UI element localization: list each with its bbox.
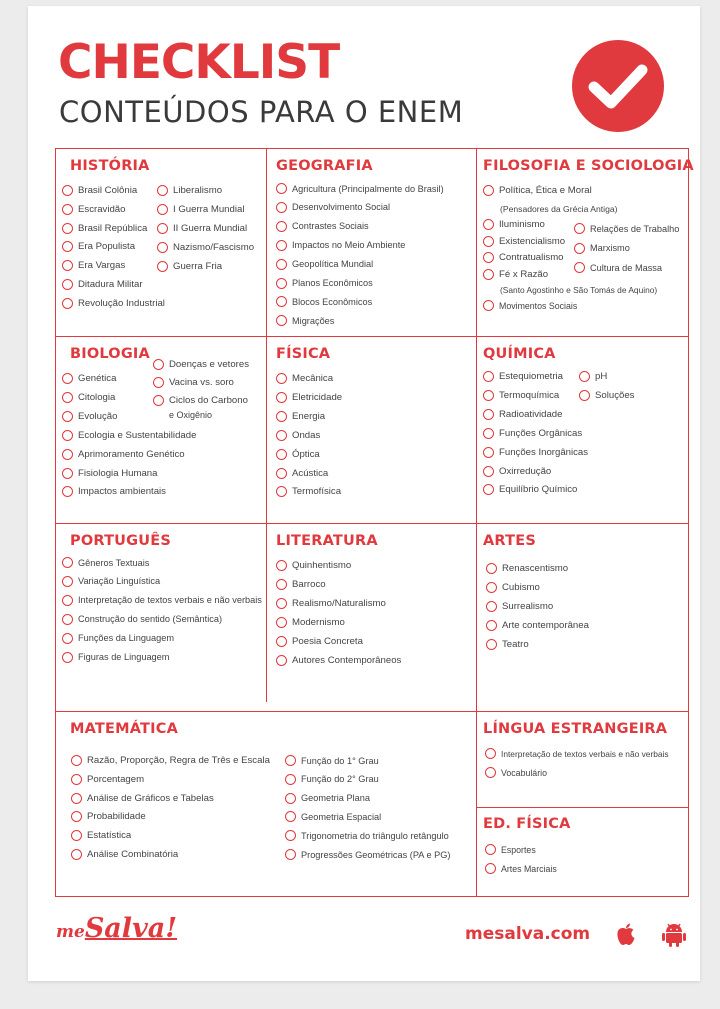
checklist-item[interactable]	[62, 411, 117, 422]
checklist-item[interactable]	[276, 579, 326, 590]
checklist-item[interactable]	[62, 279, 143, 290]
checklist-item[interactable]	[285, 793, 370, 804]
checkbox-circle-icon[interactable]	[62, 223, 73, 234]
checklist-item-label: Existencialismo	[499, 235, 566, 247]
checklist-item[interactable]	[485, 767, 547, 778]
checklist-item-label: Ditadura Militar	[78, 279, 143, 290]
checklist-item[interactable]	[483, 484, 577, 495]
checkbox-circle-icon[interactable]	[485, 844, 496, 855]
checkbox-circle-icon[interactable]	[62, 392, 73, 403]
checkbox-circle-icon[interactable]	[157, 204, 168, 215]
checkbox-circle-icon[interactable]	[62, 449, 73, 460]
grid-divider-vertical	[266, 149, 267, 702]
checklist-item[interactable]	[483, 252, 564, 263]
checklist-item-label: Geometria Plana	[301, 793, 370, 804]
checklist-item-label: Barroco	[292, 579, 326, 590]
checkbox-circle-icon[interactable]	[62, 576, 73, 587]
checkbox-circle-icon[interactable]	[62, 185, 73, 196]
checklist-item[interactable]	[485, 863, 557, 874]
apple-icon	[615, 923, 637, 947]
checklist-item[interactable]	[157, 204, 244, 215]
checklist-item[interactable]	[486, 563, 568, 574]
section-title-lingua: LÍNGUA ESTRANGEIRA	[483, 721, 668, 737]
section-title-quimica: QUÍMICA	[483, 346, 556, 362]
checkbox-circle-icon[interactable]	[276, 430, 287, 441]
checklist-item-label: Renascentismo	[502, 563, 569, 574]
checkbox-circle-icon[interactable]	[157, 223, 168, 234]
checkbox-circle-icon[interactable]	[71, 849, 82, 860]
checklist-item[interactable]	[579, 371, 607, 382]
checkbox-circle-icon[interactable]	[71, 774, 82, 785]
checklist-item-label: Movimentos Sociais	[499, 300, 578, 311]
checkbox-circle-icon[interactable]	[153, 377, 164, 388]
checklist-item-label: Iluminismo	[499, 219, 545, 230]
checklist-item[interactable]	[483, 269, 548, 280]
checklist-item-label: Contratualismo	[499, 252, 564, 263]
checklist-item[interactable]	[486, 601, 553, 612]
checklist-item[interactable]	[483, 428, 582, 439]
checkbox-circle-icon[interactable]	[486, 582, 497, 593]
checklist-item[interactable]	[276, 221, 369, 232]
checkbox-circle-icon[interactable]	[62, 633, 73, 644]
checklist-item[interactable]	[276, 202, 390, 213]
checklist-item[interactable]	[62, 633, 174, 644]
checklist-item-label: Estatística	[87, 830, 132, 842]
checklist-item[interactable]	[574, 243, 630, 254]
checkbox-circle-icon[interactable]	[71, 830, 82, 841]
checklist-item[interactable]	[62, 241, 135, 252]
checkbox-circle-icon[interactable]	[574, 223, 585, 234]
checklist-item-label: Brasil Colônia	[78, 185, 138, 196]
checklist-item[interactable]	[62, 486, 166, 497]
section-title-historia: HISTÓRIA	[70, 158, 150, 174]
checklist-item[interactable]	[483, 447, 588, 458]
checklist-item[interactable]	[276, 617, 345, 628]
checklist-item-label: Era Populista	[78, 241, 136, 253]
checklist-item-label: Mecânica	[292, 373, 334, 384]
checkbox-circle-icon[interactable]	[276, 315, 287, 326]
checklist-item-label: Análise de Gráficos e Tabelas	[87, 792, 214, 804]
checklist-item-label: Óptica	[292, 448, 320, 460]
checklist-item-label: Marxismo	[590, 243, 630, 253]
site-url[interactable]: mesalva.com	[465, 924, 591, 944]
checkbox-circle-icon[interactable]	[285, 811, 296, 822]
checklist-item[interactable]	[483, 185, 592, 196]
checklist-item-label: Cultura de Massa	[590, 262, 663, 273]
checkbox-circle-icon[interactable]	[483, 484, 494, 495]
checklist-item[interactable]	[486, 620, 589, 631]
checklist-item[interactable]	[153, 395, 248, 406]
checklist-item-label: Doenças e vetores	[169, 359, 249, 370]
item-note: e Oxigênio	[169, 410, 213, 420]
checklist-item[interactable]	[483, 390, 559, 401]
checklist-item-label: Quinhentismo	[292, 560, 352, 571]
checklist-item[interactable]	[574, 223, 679, 234]
checklist-item[interactable]	[276, 468, 328, 479]
checklist-item[interactable]	[62, 468, 157, 479]
checkbox-circle-icon[interactable]	[62, 430, 73, 441]
checklist-item-label: Construção do sentido (Semântica)	[78, 614, 223, 625]
checklist-item-label: Gêneros Textuais	[78, 557, 150, 568]
section-title-fisica: FÍSICA	[276, 346, 331, 362]
checklist-item-label: Cubismo	[502, 582, 540, 593]
page-title: CHECKLIST	[58, 35, 340, 90]
checklist-item-label: Citologia	[78, 391, 116, 403]
checklist-item-label: Acústica	[292, 467, 329, 479]
checklist-item[interactable]	[276, 636, 363, 647]
checklist-item[interactable]	[276, 560, 351, 571]
checkbox-circle-icon[interactable]	[276, 486, 287, 497]
item-note: (Pensadores da Grécia Antiga)	[500, 204, 618, 214]
checklist-item[interactable]	[276, 598, 386, 609]
checklist-item-label: Contrastes Sociais	[292, 221, 369, 232]
checklist-item-label: Realismo/Naturalismo	[292, 598, 386, 609]
checkbox-circle-icon[interactable]	[579, 390, 590, 401]
checkbox-circle-icon[interactable]	[285, 830, 296, 841]
checklist-item[interactable]	[276, 259, 373, 270]
checklist-item[interactable]	[62, 223, 147, 234]
checklist-item[interactable]	[71, 849, 178, 860]
subjects-grid	[55, 148, 694, 897]
android-icon	[661, 922, 687, 948]
checklist-item-label: Ecologia e Sustentabilidade	[78, 429, 197, 441]
checklist-item-label: Funções da Linguagem	[78, 633, 175, 644]
section-title-literatura: LITERATURA	[276, 533, 378, 549]
checklist-item[interactable]	[483, 371, 563, 382]
checklist-item[interactable]	[62, 652, 169, 663]
checklist-item-label: Agricultura (Principalmente do Brasil)	[292, 183, 444, 194]
checklist-item-label: Revolução Industrial	[78, 297, 165, 309]
checklist-item[interactable]	[71, 793, 214, 804]
checkbox-circle-icon[interactable]	[276, 221, 287, 232]
checkbox-circle-icon[interactable]	[483, 466, 494, 477]
checkbox-circle-icon[interactable]	[485, 748, 496, 759]
checkbox-circle-icon[interactable]	[483, 252, 494, 263]
page-subtitle: CONTEÚDOS PARA O ENEM	[59, 95, 464, 129]
checklist-item-label: pH	[595, 371, 608, 382]
checklist-item[interactable]	[574, 262, 662, 273]
checklist-item[interactable]	[62, 449, 185, 460]
grid-divider-horizontal	[56, 523, 688, 524]
checkbox-circle-icon[interactable]	[62, 373, 73, 384]
checkbox-circle-icon[interactable]	[62, 486, 73, 497]
checkbox-circle-icon[interactable]	[276, 655, 287, 666]
checkbox-circle-icon[interactable]	[276, 560, 287, 571]
checklist-item[interactable]	[62, 576, 160, 587]
checklist-item-label: Genética	[78, 373, 117, 384]
checklist-item-label: Nazismo/Fascismo	[173, 242, 255, 253]
checkbox-circle-icon[interactable]	[276, 579, 287, 590]
checkbox-circle-icon[interactable]	[62, 652, 73, 663]
checklist-item[interactable]	[62, 185, 137, 196]
checklist-item-label: Fisiologia Humana	[78, 467, 158, 479]
checklist-item-label: Energia	[292, 410, 326, 422]
checklist-item-label: Fé x Razão	[499, 268, 549, 280]
checklist-item-label: Funções Orgânicas	[499, 427, 583, 439]
checkbox-circle-icon[interactable]	[62, 279, 73, 290]
checkbox-circle-icon[interactable]	[486, 620, 497, 631]
checklist-item-label: Escravidão	[78, 203, 126, 215]
checklist-item[interactable]	[276, 296, 372, 307]
checkbox-circle-icon[interactable]	[276, 468, 287, 479]
checklist-item-label: Aprimoramento Genético	[78, 448, 185, 460]
checkbox-circle-icon[interactable]	[486, 563, 497, 574]
checklist-item-label: Radioatividade	[499, 408, 563, 420]
checkbox-circle-icon[interactable]	[276, 202, 287, 213]
checkbox-circle-icon[interactable]	[485, 863, 496, 874]
checklist-item-label: Brasil República	[78, 222, 148, 234]
checklist-item[interactable]	[62, 595, 262, 606]
checklist-item-label: Blocos Econômicos	[292, 296, 373, 307]
checkbox-circle-icon[interactable]	[62, 614, 73, 625]
checklist-item-label: Autores Contemporâneos	[292, 655, 402, 666]
checklist-sheet	[28, 6, 700, 981]
checklist-item-label: Poesia Concreta	[292, 636, 363, 647]
checkbox-circle-icon[interactable]	[62, 557, 73, 568]
checklist-item-label: Guerra Fria	[173, 261, 223, 272]
checklist-item[interactable]	[276, 486, 341, 497]
checklist-item-label: Estequiometria	[499, 371, 563, 382]
checklist-item[interactable]	[486, 639, 529, 650]
checklist-item[interactable]	[483, 466, 551, 477]
checklist-item-label: Interpretação de textos verbais e não verbais	[78, 595, 262, 606]
checkbox-circle-icon[interactable]	[276, 636, 287, 647]
checklist-item-label: Termofísica	[292, 486, 342, 498]
checkbox-circle-icon[interactable]	[276, 296, 287, 307]
checklist-item[interactable]	[485, 844, 536, 855]
checklist-item-label: Vacina vs. soro	[169, 376, 234, 388]
checklist-item-label: Surrealismo	[502, 601, 554, 612]
checklist-item[interactable]	[71, 774, 144, 785]
checkbox-circle-icon[interactable]	[276, 259, 287, 270]
checklist-item[interactable]	[157, 223, 247, 234]
checklist-item-label: Ondas	[292, 429, 321, 441]
checklist-item[interactable]	[276, 183, 444, 194]
checklist-item[interactable]	[276, 411, 325, 422]
checklist-item[interactable]	[62, 557, 149, 568]
checklist-item-label: Evolução	[78, 410, 118, 422]
checkbox-circle-icon[interactable]	[483, 409, 494, 420]
checklist-item[interactable]	[157, 242, 254, 253]
checklist-item-label: Arte contemporânea	[502, 620, 589, 631]
checklist-item-label: Modernismo	[292, 617, 345, 628]
checklist-item[interactable]	[276, 392, 342, 403]
checklist-item[interactable]	[153, 377, 234, 388]
checklist-item[interactable]	[62, 298, 165, 309]
checkbox-circle-icon[interactable]	[483, 219, 494, 230]
checklist-item[interactable]	[71, 755, 270, 766]
checkbox-circle-icon[interactable]	[483, 428, 494, 439]
checklist-item-label: Esportes	[501, 844, 536, 855]
checkbox-circle-icon[interactable]	[276, 278, 287, 289]
checkbox-circle-icon[interactable]	[276, 183, 287, 194]
checkbox-circle-icon[interactable]	[483, 371, 494, 382]
checklist-item-label: Impactos ambientais	[78, 486, 166, 498]
checkbox-circle-icon[interactable]	[62, 595, 73, 606]
checklist-item[interactable]	[276, 373, 333, 384]
checklist-item[interactable]	[483, 300, 577, 311]
checkbox-circle-icon[interactable]	[276, 449, 287, 460]
checklist-item-label: Funções Inorgânicas	[499, 446, 589, 458]
checklist-item-label: I Guerra Mundial	[173, 204, 245, 215]
checklist-item-label: Progressões Geométricas (PA e PG)	[301, 849, 451, 860]
checkbox-circle-icon[interactable]	[574, 243, 585, 254]
section-title-matematica: MATEMÁTICA	[70, 721, 178, 737]
checklist-item-label: Geometria Espacial	[301, 811, 382, 822]
grid-divider-horizontal	[56, 336, 688, 337]
checklist-item[interactable]	[285, 811, 381, 822]
checkbox-circle-icon[interactable]	[276, 411, 287, 422]
checklist-item[interactable]	[276, 240, 405, 251]
checklist-item[interactable]	[485, 748, 669, 759]
checklist-item-label: Porcentagem	[87, 773, 145, 785]
checklist-item[interactable]	[157, 185, 222, 196]
checklist-item[interactable]	[276, 430, 320, 441]
checklist-item-label: Variação Linguística	[78, 576, 161, 587]
checklist-item[interactable]	[285, 849, 450, 860]
checkbox-circle-icon[interactable]	[153, 395, 164, 406]
checklist-item-label: Trigonometria do triângulo retângulo	[301, 830, 449, 841]
checklist-item-label: Oxirredução	[499, 465, 552, 477]
checklist-item[interactable]	[483, 219, 545, 230]
checkbox-circle-icon[interactable]	[285, 755, 296, 766]
checkbox-circle-icon[interactable]	[157, 185, 168, 196]
item-note: (Santo Agostinho e São Tomás de Aquino)	[500, 285, 658, 295]
checklist-item-label: Migrações	[292, 315, 335, 326]
checklist-item-label: Planos Econômicos	[292, 278, 373, 288]
checkbox-circle-icon[interactable]	[62, 260, 73, 271]
checkbox-circle-icon[interactable]	[71, 755, 82, 766]
checkbox-circle-icon[interactable]	[483, 390, 494, 401]
checkbox-circle-icon[interactable]	[483, 447, 494, 458]
checklist-item[interactable]	[62, 430, 196, 441]
section-title-artes: ARTES	[483, 533, 536, 549]
checkbox-circle-icon[interactable]	[276, 617, 287, 628]
checkbox-circle-icon[interactable]	[157, 261, 168, 272]
checkbox-circle-icon[interactable]	[71, 811, 82, 822]
checkbox-circle-icon[interactable]	[153, 359, 164, 370]
checkbox-circle-icon[interactable]	[62, 411, 73, 422]
section-title-portugues: PORTUGUÊS	[70, 533, 171, 549]
checkbox-circle-icon[interactable]	[483, 300, 494, 311]
checklist-item[interactable]	[153, 359, 249, 370]
checklist-item-label: Política, Ética e Moral	[499, 185, 592, 196]
checklist-item-label: Artes Marciais	[501, 863, 557, 874]
checklist-item[interactable]	[276, 278, 373, 289]
section-title-filosofia: FILOSOFIA E SOCIOLOGIA	[483, 158, 694, 174]
checklist-item-label: Eletricidade	[292, 391, 343, 403]
checklist-item-label: Era Vargas	[78, 260, 126, 272]
checkbox-circle-icon[interactable]	[276, 373, 287, 384]
checklist-item-label: Vocabulário	[501, 767, 547, 778]
checklist-item-label: Função do 2° Grau	[301, 774, 379, 785]
checklist-item[interactable]	[579, 390, 634, 401]
checkbox-circle-icon[interactable]	[276, 240, 287, 251]
checklist-item-label: II Guerra Mundial	[173, 223, 248, 234]
checklist-item-label: Ciclos do Carbono	[169, 394, 248, 406]
checklist-item[interactable]	[276, 449, 320, 460]
checkbox-circle-icon[interactable]	[276, 392, 287, 403]
checklist-item[interactable]	[62, 373, 116, 384]
checkbox-circle-icon[interactable]	[276, 598, 287, 609]
checkbox-circle-icon[interactable]	[62, 298, 73, 309]
checkbox-circle-icon[interactable]	[285, 793, 296, 804]
checklist-item[interactable]	[285, 830, 449, 841]
checkbox-circle-icon[interactable]	[574, 262, 585, 273]
checklist-item[interactable]	[285, 755, 379, 766]
checkbox-circle-icon[interactable]	[485, 767, 496, 778]
checklist-item-label: Relações de Trabalho	[590, 223, 680, 234]
grid-divider-horizontal	[56, 711, 688, 712]
checkbox-circle-icon[interactable]	[157, 242, 168, 253]
checklist-item[interactable]	[71, 830, 131, 841]
checklist-item[interactable]	[62, 614, 222, 625]
checklist-item-label: Equilíbrio Químico	[499, 484, 578, 496]
checklist-item-label: Interpretação de textos verbais e não verbais	[501, 748, 669, 759]
checkbox-circle-icon[interactable]	[62, 241, 73, 252]
checklist-item-label: Geopolítica Mundial	[292, 259, 374, 270]
grid-divider-horizontal	[476, 807, 688, 808]
checklist-item-label: Probabilidade	[87, 811, 146, 823]
checklist-item[interactable]	[483, 409, 562, 420]
checkbox-circle-icon[interactable]	[62, 204, 73, 215]
checklist-item-label: Impactos no Meio Ambiente	[292, 240, 406, 251]
checklist-item[interactable]	[62, 260, 125, 271]
checklist-item[interactable]	[157, 261, 222, 272]
section-title-biologia: BIOLOGIA	[70, 346, 150, 362]
checkbox-circle-icon[interactable]	[486, 601, 497, 612]
checkbox-circle-icon[interactable]	[285, 774, 296, 785]
checkbox-circle-icon[interactable]	[483, 236, 494, 247]
section-title-geografia: GEOGRAFIA	[276, 158, 373, 174]
checklist-item-label: Análise Combinatória	[87, 849, 179, 860]
section-title-edfisica: ED. FÍSICA	[483, 816, 571, 832]
checklist-item[interactable]	[71, 811, 146, 822]
checklist-item-label: Função do 1° Grau	[301, 755, 379, 766]
checklist-item-label: Razão, Proporção, Regra de Três e Escala	[87, 755, 270, 766]
checklist-item[interactable]	[62, 392, 115, 403]
checklist-item[interactable]	[276, 315, 334, 326]
checklist-item[interactable]	[285, 774, 379, 785]
checklist-item-label: Termoquímica	[499, 389, 560, 401]
checklist-item-label: Teatro	[502, 639, 529, 650]
mesalva-logo: meSalva!	[56, 913, 178, 944]
checkbox-circle-icon[interactable]	[62, 468, 73, 479]
checkbox-circle-icon[interactable]	[579, 371, 590, 382]
checklist-item[interactable]	[483, 236, 565, 247]
checklist-item[interactable]	[62, 204, 125, 215]
checkbox-circle-icon[interactable]	[285, 849, 296, 860]
checkbox-circle-icon[interactable]	[486, 639, 497, 650]
checklist-item-label: Liberalismo	[173, 185, 223, 196]
checklist-item-label: Desenvolvimento Social	[292, 202, 391, 213]
checkbox-circle-icon[interactable]	[483, 269, 494, 280]
checkmark-badge-icon	[572, 40, 664, 132]
checklist-item[interactable]	[276, 655, 401, 666]
checkbox-circle-icon[interactable]	[71, 793, 82, 804]
checklist-item[interactable]	[486, 582, 540, 593]
checklist-item-label: Figuras de Linguagem	[78, 652, 170, 662]
checklist-item-label: Soluções	[595, 390, 635, 401]
checkbox-circle-icon[interactable]	[483, 185, 494, 196]
